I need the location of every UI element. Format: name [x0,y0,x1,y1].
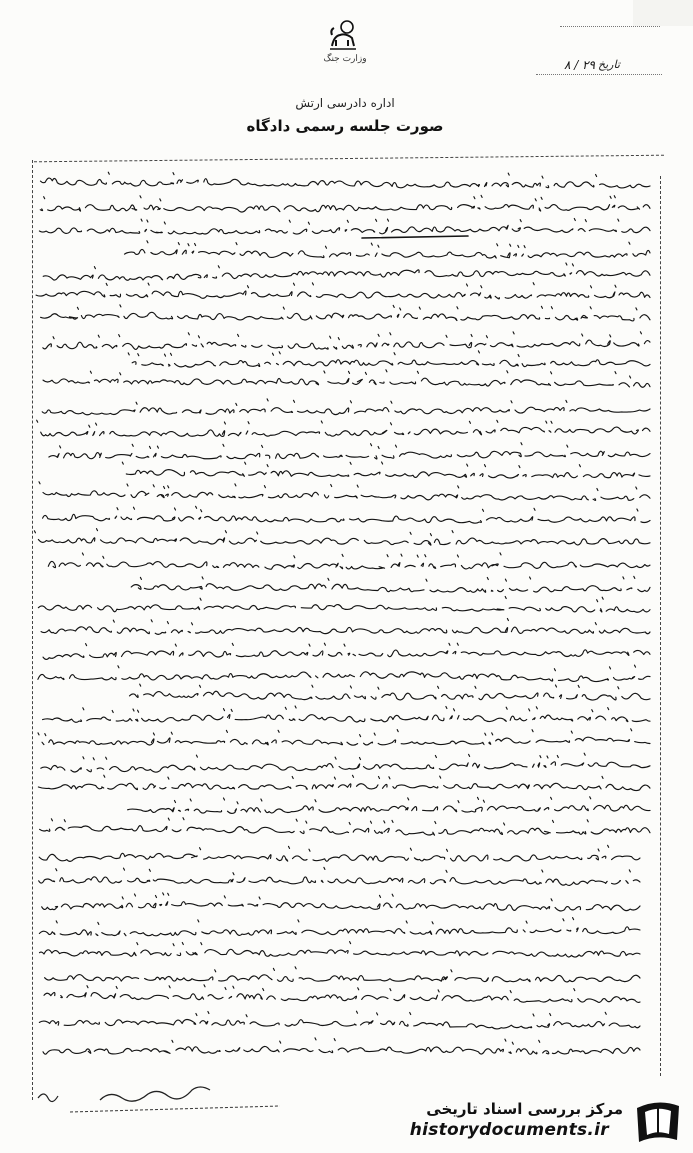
handwritten-line [42,893,640,911]
handwritten-line [43,506,650,523]
handwritten-line [40,942,641,957]
handwritten-line [43,706,650,722]
handwritten-line [43,1038,640,1054]
handwritten-line [36,729,650,745]
handwritten-line [49,443,650,459]
handwritten-line [32,529,650,546]
handwritten-line [41,753,650,772]
handwritten-line [43,643,650,659]
document-title: صورت جلسه رسمی دادگاه [246,117,444,135]
handwritten-line [41,305,650,321]
watermark [400,1094,693,1152]
handwritten-line [33,219,650,235]
handwritten-line [39,1011,640,1029]
handwritten-line [38,775,650,790]
watermark-url: historydocuments.ir [409,1120,609,1140]
handwritten-line [120,462,650,478]
handwritten-line [41,172,651,188]
handwritten-line [45,967,640,982]
handwritten-line [125,241,651,258]
handwritten-line [41,619,650,635]
strike-through-mark [362,236,468,238]
handwritten-line [36,283,650,299]
handwritten-line [35,420,650,436]
handwritten-line [130,684,651,700]
handwritten-line [40,818,650,835]
book-logo-icon [631,1098,685,1148]
footer-signatures [30,1082,290,1118]
handwritten-line [128,797,650,814]
handwritten-line [43,370,650,387]
handwritten-line [48,553,650,569]
handwritten-line [38,665,650,681]
date-label: تاریخ [598,58,620,71]
date-value: ۲۹ / ۸ [563,58,595,72]
handwritten-line [31,482,650,501]
department-name: اداره دادرسی ارتش [295,96,395,110]
handwritten-line [43,263,650,280]
handwritten-line [39,845,640,861]
watermark-org-name: مرکز بررسی اسناد تاریخی [426,1100,623,1118]
handwritten-line [39,867,640,885]
handwritten-line [40,195,650,212]
handwritten-line [44,985,640,1003]
handwritten-line [39,918,640,936]
handwritten-line [126,351,650,367]
emblem-caption: وزارت جنگ [323,54,367,64]
handwritten-line [43,332,650,350]
handwritten-line [38,597,650,613]
handwritten-line [42,399,650,415]
handwritten-line [131,576,650,592]
